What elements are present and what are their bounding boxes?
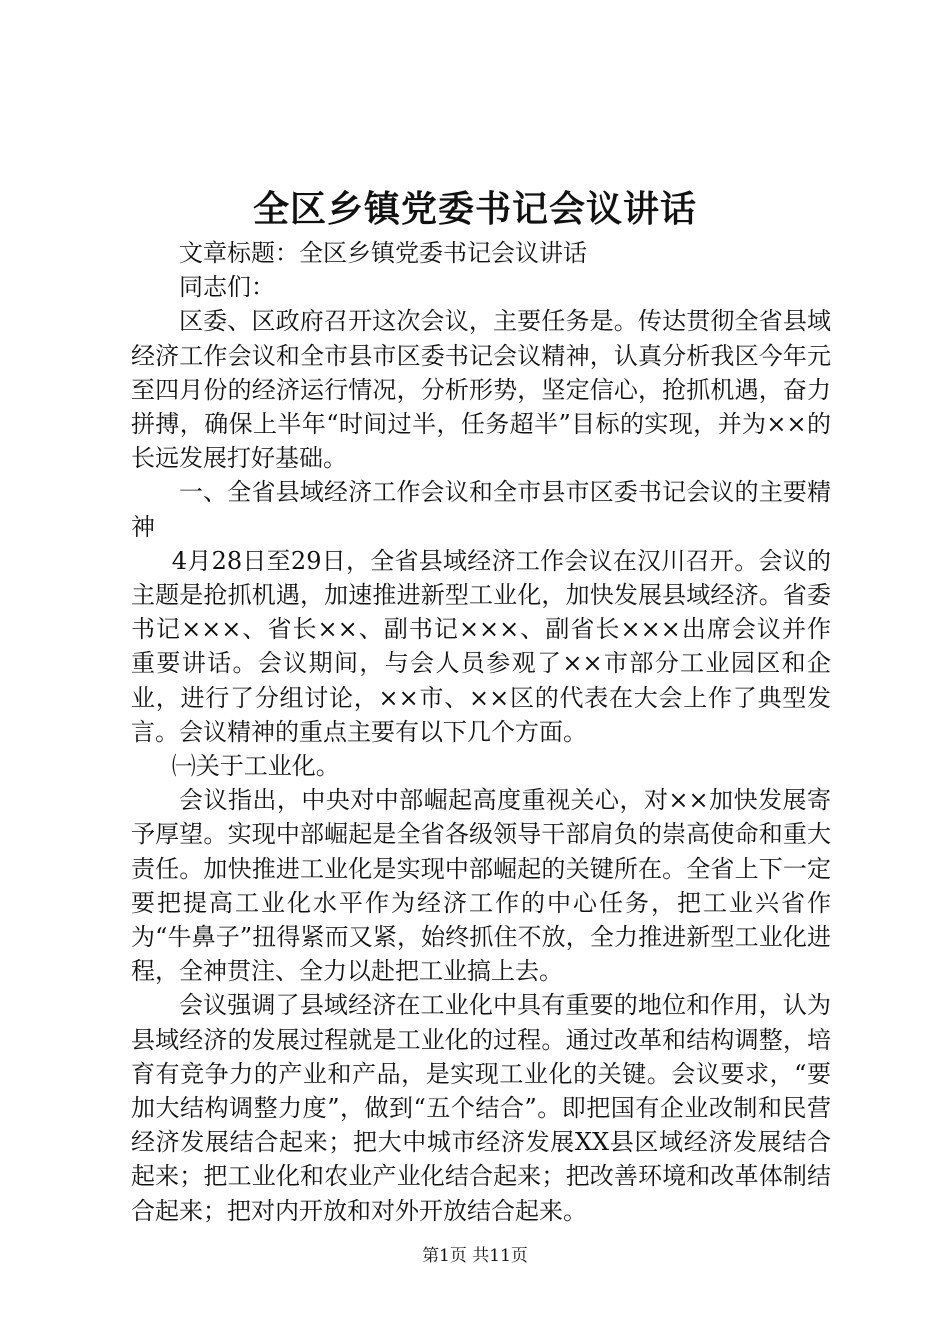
- body-paragraph: 4月28日至29日，全省县域经济工作会议在汉川召开。会议的主题是抢抓机遇，加速推进新型工业化，加快发展县域经济。省委书记×××、省长××、副书记×××、副省长×××出席会议并作重要讲话。会议期间，与会人员参观了××市部分工业园区和企业，进行了分组讨论，××市、××区的代表在大会上作了典型发言。会议精神的重点主要有以下几个方面。: [131, 546, 831, 746]
- section-heading: 一、全省县域经济工作会议和全市县市区委书记会议的主要精神: [131, 478, 831, 541]
- page-number-footer: 第1页 共11页: [422, 1246, 528, 1266]
- body-paragraph: 区委、区政府召开这次会议，主要任务是。传达贯彻全省县域经济工作会议和全市县市区委书记会议精神，认真分析我区今年元至四月份的经济运行情况，分析形势，坚定信心，抢抓机遇，奋力拼搏，确保上半年“时间过半，任务超半”目标的实现，并为××的长远发展打好基础。: [131, 307, 831, 473]
- document-title: 全区乡镇党委书记会议讲话: [252, 188, 697, 230]
- salutation: 同志们：: [179, 273, 275, 302]
- article-title-line: 文章标题：全区乡镇党委书记会议讲话: [179, 239, 587, 267]
- body-paragraph: 会议指出，中央对中部崛起高度重视关心，对××加快发展寄予厚望。实现中部崛起是全省各级领导干部肩负的崇高使命和重大责任。加快推进工业化是实现中部崛起的关键所在。全省上下一定要把提高工业化水平作为经济工作的中心任务，把工业兴省作为“牛鼻子”扭得紧而又紧，始终抓住不放，全力推进新型工业化进程，全神贯注、全力以赴把工业搞上去。: [131, 786, 831, 986]
- document-body: [131, 236, 831, 1228]
- subsection-heading: ㈠关于工业化。: [171, 752, 340, 781]
- body-paragraph: 会议强调了县域经济在工业化中具有重要的地位和作用，认为县域经济的发展过程就是工业化的过程。通过改革和结构调整，培育有竞争力的产业和产品，是实现工业化的关键。会议要求，“要加大结构调整力度”，做到“五个结合”。即把国有企业改制和民营经济发展结合起来；把大中城市经济发展XX县区域经济发展结合起来；把工业化和农业产业化结合起来；把改善环境和改革体制结合起来；把对内开放和对外开放结合起来。: [131, 991, 831, 1225]
